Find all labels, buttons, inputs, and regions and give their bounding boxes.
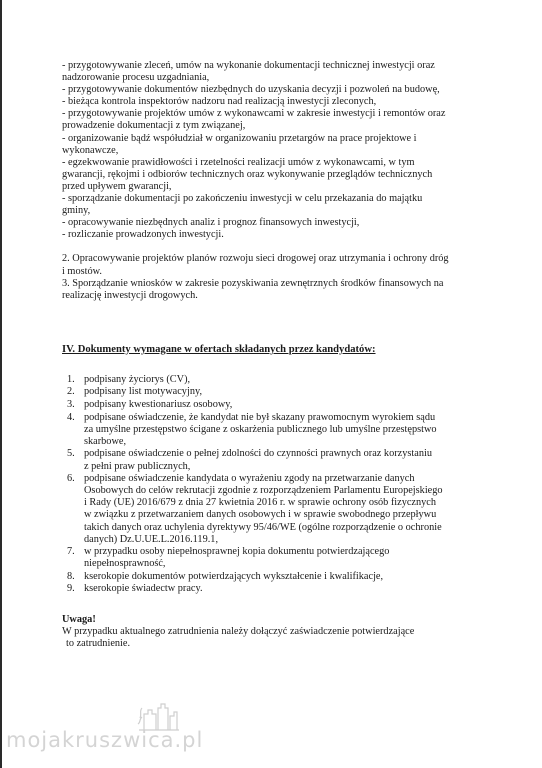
section-heading: IV. Dokumenty wymagane w ofertach składanych przez kandydatów: <box>62 343 376 355</box>
text-line: przed upływem gwarancji, <box>62 180 172 192</box>
text-line: - rozliczanie prowadzonych inwestycji. <box>62 229 224 241</box>
text-line: kserokopie dokumentów potwierdzających wykształcenie i kwalifikacje, <box>84 570 384 582</box>
list-item <box>62 473 482 546</box>
text-line: - przygotowywanie zleceń, umów na wykonanie dokumentacji technicznej inwestycji oraz <box>62 60 435 71</box>
text-line: gminy, <box>62 205 91 217</box>
item-number: 9. <box>67 583 75 595</box>
item-number: 6. <box>67 473 75 485</box>
text-line: - sporządzanie dokumentacji po zakończeniu inwestycji w celu przekazania do majątku <box>62 193 423 205</box>
item-number: 5. <box>67 448 75 460</box>
text-line: w związku z przetwarzaniem danych osobowych i w sprawie swobodnego przepływu <box>84 509 437 521</box>
list-item <box>62 546 482 570</box>
list-item <box>62 448 482 472</box>
text-line: nadzorowanie procesu uzgadniania, <box>62 72 210 84</box>
scan-edge <box>0 0 2 768</box>
text-line: 3. Sporządzanie wniosków w zakresie pozyskiwania zewnętrznych środków finansowych na <box>62 277 444 289</box>
duties-list <box>62 60 482 241</box>
text-line: w przypadku osoby niepełnosprawnej kopia dokumentu potwierdzającego <box>84 546 390 558</box>
item-number: 4. <box>67 411 75 423</box>
text-line: gwarancji, rękojmi i odbiorów technicznych oraz wykonywanie przeglądów technicznych <box>62 168 433 180</box>
documents-list <box>62 374 482 596</box>
text-line: prowadzenie dokumentacji z tym związanej, <box>62 120 246 132</box>
list-item <box>62 399 482 411</box>
text-line: - przygotowywanie dokumentów niezbędnych do uzyskania decyzji i pozwoleń na budowę, <box>62 84 440 96</box>
item-number: 3. <box>67 399 75 411</box>
text-line: i mostów. <box>62 265 102 277</box>
list-item <box>62 583 482 595</box>
point-2 <box>62 253 482 277</box>
text-line: takich danych oraz uchylenia dyrektywy 95/46/WE (ogólne rozporządzenie o ochronie <box>84 521 442 533</box>
text-line: skarbowe, <box>84 435 127 447</box>
text-line: podpisany życiorys (CV), <box>84 373 191 385</box>
item-number: 2. <box>67 386 75 398</box>
note-title: Uwaga! <box>62 613 96 625</box>
text-line: - przygotowywanie projektów umów z wykonawcami w zakresie inwestycji i remontów oraz <box>62 108 446 120</box>
text-line: - organizowanie bądź współudział w organizowaniu przetargów na prace projektowe i <box>62 132 417 144</box>
text-line: podpisane oświadczenie, że kandydat nie był skazany prawomocnym wyrokiem sądu <box>84 411 436 423</box>
list-item <box>62 412 482 448</box>
text-line: z pełni praw publicznych, <box>84 460 191 472</box>
item-number: 8. <box>67 570 75 582</box>
text-line: niepełnosprawność, <box>84 558 166 570</box>
text-line: wykonawcze, <box>62 144 119 156</box>
text-line: za umyślne przestępstwo ścigane z oskarżenia publicznego lub umyślne przestępstwo <box>84 423 437 435</box>
list-item <box>62 386 482 398</box>
text-line: realizację inwestycji drogowych. <box>62 289 198 301</box>
text-line: 2. Opracowywanie projektów planów rozwoju sieci drogowej oraz utrzymania i ochrony dróg <box>62 253 449 265</box>
item-number: 7. <box>67 546 75 558</box>
text-line: - egzekwowanie prawidłowości i rzetelności realizacji umów z wykonawcami, w tym <box>62 156 415 168</box>
document-body <box>62 60 482 650</box>
text-line: i Rady (UE) 2016/679 z dnia 27 kwietnia 2016 r. w sprawie ochrony osób fizycznych <box>84 497 437 509</box>
text-line: kserokopie świadectw pracy. <box>84 583 203 595</box>
text-line: podpisane oświadczenie kandydata o wyrażeniu zgody na przetwarzanie danych <box>84 473 415 485</box>
text-line: podpisany kwestionariusz osobowy, <box>84 399 233 411</box>
note-text: W przypadku aktualnego zatrudnienia należy dołączyć zaświadczenie potwierdzające <box>62 625 415 637</box>
item-number: 1. <box>67 373 75 385</box>
text-line: danych) Dz.U.UE.L.2016.119.1, <box>84 533 219 545</box>
text-line: podpisany list motywacyjny, <box>84 386 203 398</box>
text-line: Osobowych do celów rekrutacji zgodnie z rozporządzeniem Parlamentu Europejskiego <box>84 485 443 497</box>
watermark-text: mojakruszwica.pl <box>6 728 204 752</box>
list-item <box>62 374 482 386</box>
note-text: to zatrudnienie. <box>66 637 131 649</box>
point-3 <box>62 278 482 302</box>
text-line: podpisane oświadczenie o pełnej zdolności do czynności prawnych oraz korzystaniu <box>84 448 432 460</box>
text-line: - opracowywanie niezbędnych analiz i prognoz finansowych inwestycji, <box>62 217 360 229</box>
text-line: - bieżąca kontrola inspektorów nadzoru nad realizacją inwestycji zleconych, <box>62 96 377 108</box>
list-item <box>62 571 482 583</box>
watermark <box>0 700 240 760</box>
